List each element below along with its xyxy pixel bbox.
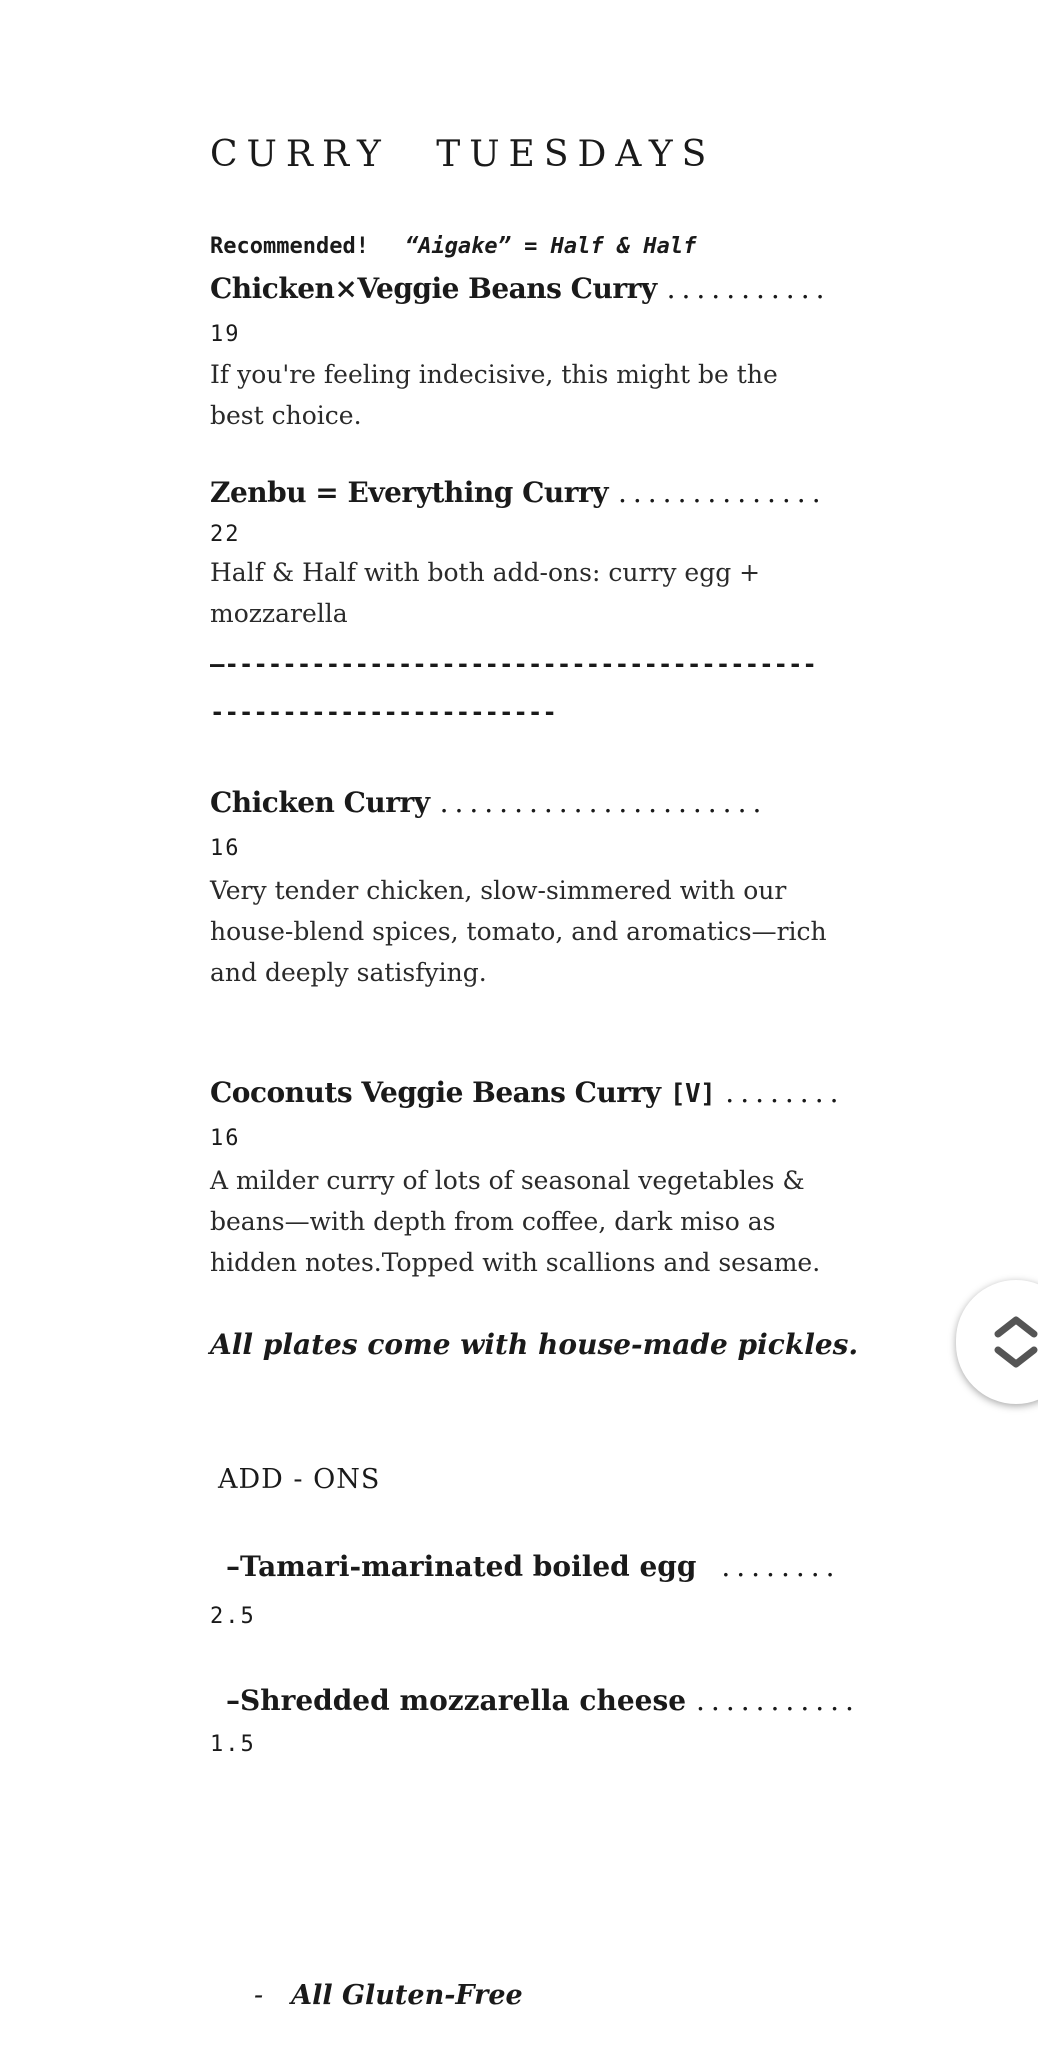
dot-leader: .............. [617,476,827,509]
dot-leader: ........ [725,1076,845,1109]
scroll-up-down-button[interactable] [956,1280,1038,1404]
dot-leader: ........... [666,272,831,305]
item-title: Zenbu = Everything Curry [210,476,608,509]
addons-heading: ADD - ONS [218,1464,381,1495]
addon-title: –Shredded mozzarella cheese [226,1684,687,1717]
pickles-note: All plates come with house-made pickles. [210,1328,859,1361]
dot-leader: ........... [696,1684,860,1717]
addon-item-price: 2.5 [210,1604,256,1629]
section-divider: —----------------------------------------------------------------- [210,650,817,726]
menu-item-description: If you're feeling indecisive, this might be the best choice. [210,360,778,430]
dot-leader: ...................... [439,786,768,819]
chevron-up-down-icon [986,1310,1038,1374]
addon-title: –Tamari-marinated boiled egg [226,1550,697,1583]
menu-item-name [210,272,831,305]
menu-item-description: Very tender chicken, slow-simmered with our house-blend spices, tomato, and aromatics—rich and deeply satisfying. [210,876,827,987]
menu-item-name [210,476,827,509]
item-title: Chicken×Veggie Beans Curry [210,272,657,305]
page-title: CURRY TUESDAYS [210,134,716,175]
menu-item-price: 16 [210,836,241,861]
menu-item-name [210,786,767,819]
recommended-line [210,234,696,259]
menu-item-price: 22 [210,522,241,547]
item-title: Coconuts Veggie Beans Curry [210,1076,661,1109]
item-title: Chicken Curry [210,786,430,819]
menu-item-price: 19 [210,322,241,347]
dot-leader: ........ [706,1550,841,1583]
gluten-free-label: All Gluten-Free [291,1980,523,2011]
menu-item-name [210,1076,845,1109]
aigake-label: “Aigake” = Half & Half [404,234,697,259]
addon-item-price: 1.5 [210,1732,256,1757]
addon-item-name [226,1684,860,1717]
menu-item-description: A milder curry of lots of seasonal vegetables & beans—with depth from coffee, dark miso as hidden notes.Topped with scallions and sesame. [210,1166,821,1277]
menu-item-description: Half & Half with both add-ons: curry egg + mozzarella [210,558,761,628]
recommended-label: Recommended! [210,234,369,259]
gluten-free-note [254,1980,523,2011]
vegan-tag: [V] [669,1079,716,1109]
menu-item-price: 16 [210,1126,241,1151]
gluten-free-dash: - [254,1980,264,2011]
addon-item-name [226,1550,841,1583]
